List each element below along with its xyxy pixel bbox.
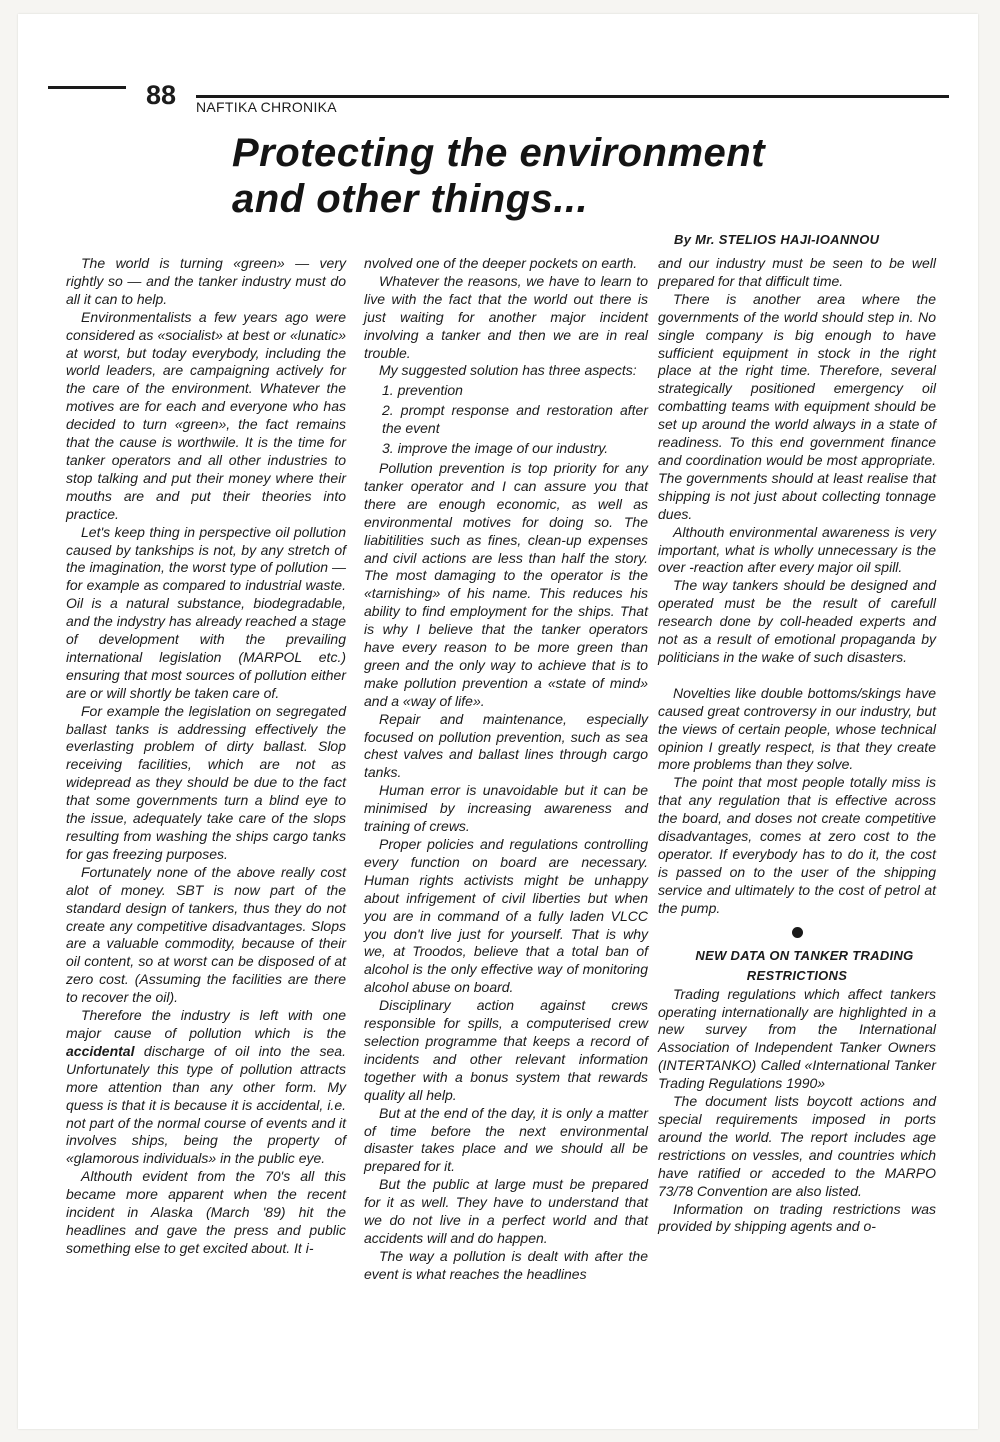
magazine-page <box>18 14 978 1429</box>
paragraph: Repair and maintenance, especially focused on pollution prevention, such as sea chest valves and ballast lines through cargo tanks. <box>364 710 648 781</box>
text-run: Therefore the industry is left with one major cause of pollution which is the <box>66 1007 346 1041</box>
section-heading-line-1: NEW DATA ON TANKER TRADING <box>695 947 914 963</box>
section-heading-line-2: RESTRICTIONS <box>746 967 848 983</box>
paragraph: Althouth evident from the 70's all this became more apparent when the recent incident in Alaska (March '89) hit the headlines and gave the press and public something else to get excited about. It i- <box>66 1168 346 1256</box>
header-rule-left <box>48 86 126 89</box>
paragraph: Trading regulations which affect tankers operating internationally are highlighted in a new survey from the International Association of Independent Tanker Owners (INTERTANKO) Called «International Tanker Trading Regulations 1990» <box>658 985 936 1092</box>
paragraph: For example the legislation on segregated ballast tanks is addressing effectively the everlasting problem of dirty ballast. Slop receiving facilities, which are not as widepread as they should be due to the fact that some governments turn a blind eye to the issue, adequately take care of the slops resulting from washing the ships cargo tanks for gas freezing purposes. <box>66 702 346 862</box>
paragraph: Fortunately none of the above really cost alot of money. SBT is now part of the standard design of tankers, thus they do not create any competitive disadvantages. Slops are a valuable commodity, because of their oil content, so at worst can be disposed of at zero cost. (Assuming the facilities are there to recover the oil). <box>66 863 346 1006</box>
paragraph: nvolved one of the deeper pockets on earth. <box>364 255 638 271</box>
section-heading <box>658 946 936 986</box>
column-3 <box>658 255 936 1236</box>
paragraph: The world is turning «green» — very rightly so — and the tanker industry must do all it can to help. <box>66 255 346 307</box>
article-title <box>232 130 892 222</box>
paragraph: Let's keep thing in perspective oil pollution caused by tankships is not, by any stretch of the imagination, the worst type of pollution — for example as compared to industrial waste. Oil is a natural substance, biodegradable, and the indystry has already reached a stage of development with the prevailing international legislation (MARPOL etc.) ensuring that most sources of pollution either are or will shortly be taken care of. <box>66 523 346 701</box>
paragraph: Human error is unavoidable but it can be minimised by increasing awareness and training of crews. <box>364 782 648 835</box>
paragraph: But at the end of the day, it is only a matter of time before the next environmental disaster takes place and we should all be prepared for it. <box>364 1104 648 1175</box>
paragraph <box>66 1007 346 1168</box>
paragraph: Althouth environmental awareness is very important, what is wholly unnecessary is the over -reaction after every major oil spill. <box>658 523 936 576</box>
paragraph: There is another area where the governments of the world should step in. No single company is big enough to have sufficient equipment in stock in the right place at the right time. Therefore, several strategically positioned emergency oil combatting teams with equipment should be set up around the world always in a state of readiness. To this end government finance and coordination would be most appropriate. The governments should at least realise that shipping is not just about collecting tonnage dues. <box>658 290 936 522</box>
paragraph: Environmentalists a few years ago were considered as «socialist» at best or «lunatic» at worst, but today everybody, including the world leaders, are campaigning actively for the care of the environment. Whatever the motives are for each and everyone who has decided to turn «green», the fact remains that the cause is worthwile. It is the time for tanker operators and all other industries to stop talking and put their money where their mouths are and put their theories into practice. <box>66 308 346 522</box>
section-bullet-icon <box>792 927 803 938</box>
column-2 <box>364 255 648 1284</box>
paragraph: The document lists boycott actions and special requirements imposed in ports around the world. The report includes age restrictions on vessles, and countries which have ratified or acceded to the MARPO 73/78 Convention are also listed. <box>658 1093 936 1199</box>
title-line-2: and other things... <box>232 177 589 221</box>
page-number: 88 <box>146 80 177 110</box>
text-run: discharge of oil into the sea. Unfortunately this type of pollution attracts more attention than any other form. My quess is that it is because it is accidental, i.e. not part of the normal course of events and it involves ships, being the property of «glamorous individuals» in the public eye. <box>66 1042 346 1167</box>
paragraph: My suggested solution has three aspects: <box>379 362 637 379</box>
paragraph: Information on trading restrictions was provided by shipping agents and o- <box>658 1200 936 1235</box>
emphasis-accidental: accidental <box>66 1042 135 1059</box>
paragraph: But the public at large must be prepared for it as well. They have to understand that we do not live in a perfect world and that accidents will and do happen. <box>364 1176 648 1246</box>
paragraph: and our industry must be seen to be well prepared for that difficult time. <box>658 255 936 289</box>
paragraph: The way tankers should be designed and operated must be the result of carefull research done by coll-headed experts and not as a result of emotional propaganda by politicians in the wake of such disasters. <box>658 577 936 665</box>
list-item: 3. improve the image of our industry. <box>382 440 609 457</box>
list-item: 2. prompt response and restoration after the event <box>382 402 648 437</box>
paragraph: Novelties like double bottoms/skings have caused great controversy in our industry, but the views of certain people, whose technical opinion I greatly respect, is that they create more problems than they solve. <box>658 684 936 773</box>
paragraph: The point that most people totally miss is that any regulation that is effective across the board, and doses not create competitive disadvantages, comes at zero cost to the operator. If everybody has to do it, the cost is passed on to the user of the shipping service and ultimately to the cost of petrol at the pump. <box>658 774 936 916</box>
paragraph: The way a pollution is dealt with after the event is what reaches the headlines <box>364 1247 648 1282</box>
paragraph: Proper policies and regulations controlling every function on board are necessary. Human rights activists might be unhappy about infrigement of civil liberties but when you are in command of a fully laden VLCC you don't live just for yourself. That is why we, at Troodos, believe that a total ban of alcohol is the only effective way of monitoring alcohol abuse on board. <box>364 836 648 996</box>
column-1 <box>66 255 346 1258</box>
magazine-name: NAFTIKA CHRONIKA <box>196 99 337 115</box>
byline: By Mr. STELIOS HAJI-IOANNOU <box>674 232 880 247</box>
title-line-1: Protecting the environment <box>232 131 766 175</box>
paragraph: Pollution prevention is top priority for any tanker operator and I can assure you that there are enough economic, as well as environmental motives for doing so. The liabitilities such as fines, clean-up expenses and civil actions are less than half the story. The most damaging to the operator is the «tarnishing» of his name. This reduces his ability to find employment for the ships. That is why I believe that the tanker operators have every reason to be more green than green and the only way to achieve that is to make pollution prevention a «state of mind» and a «way of life». <box>364 459 648 709</box>
list-item: 1. prevention <box>382 382 463 399</box>
paragraph: Whatever the reasons, we have to learn to live with the fact that the world out there is just waiting for another major incident involving a tanker and then we are in real trouble. <box>364 272 648 361</box>
paragraph: Disciplinary action against crews responsible for spills, a computerised crew selection programme that keeps a record of incidents and other relevant information together with a bonus system that rewards quality all help. <box>364 997 648 1103</box>
